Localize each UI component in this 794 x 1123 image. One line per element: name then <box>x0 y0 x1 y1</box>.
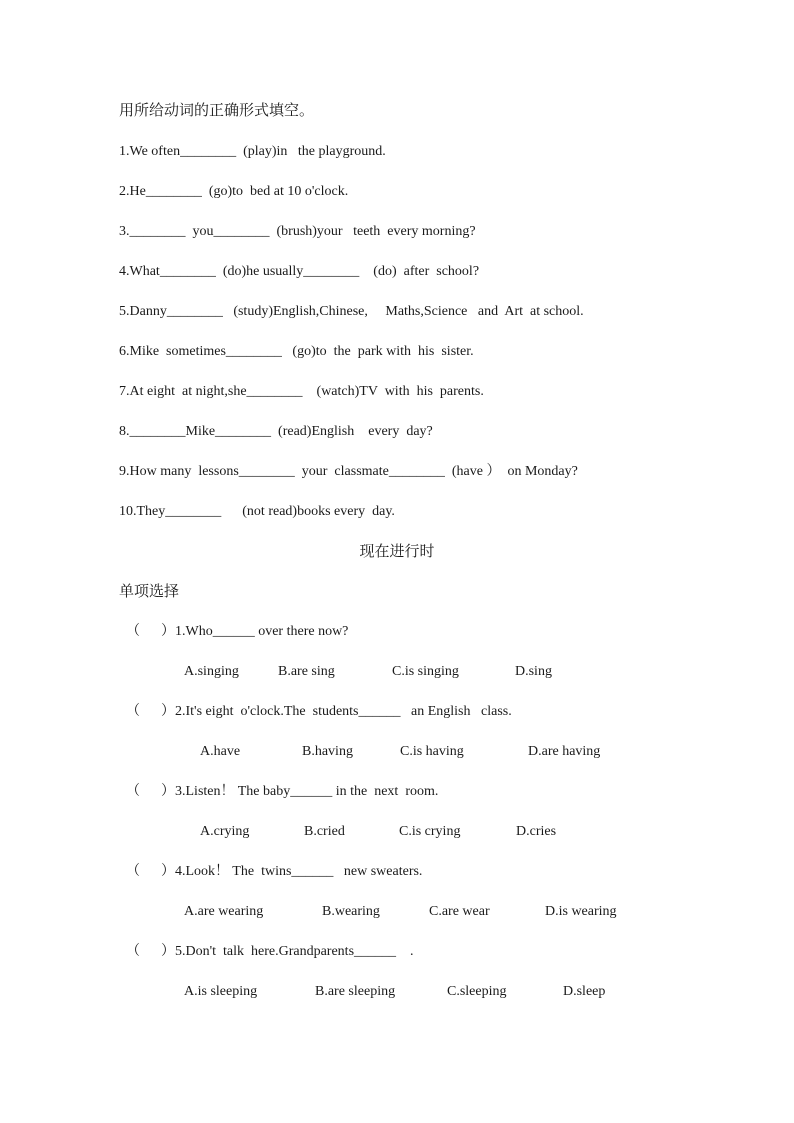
fill-item-6: 6.Mike sometimes________ (go)to the park with his sister. <box>119 344 474 359</box>
mc-question-3-stem: （ ）3.Listen！ The baby______ in the next room. <box>126 784 439 799</box>
mc-question-2-option-d: D.are having <box>528 744 601 759</box>
mc-question-2-option-c: C.is having <box>400 744 464 759</box>
section-subtitle: 单项选择 <box>119 582 180 600</box>
mc-question-4-option-a: A.are wearing <box>184 904 264 919</box>
mc-question-5-option-d: D.sleep <box>563 984 606 999</box>
mc-question-2-stem: （ ）2.It's eight o'clock.The students______ an English class. <box>126 704 512 719</box>
mc-question-3-option-d: D.cries <box>516 824 557 839</box>
mc-question-2-option-a: A.have <box>200 744 241 759</box>
mc-question-4-option-d: D.is wearing <box>545 904 617 919</box>
mc-question-4-stem: （ ）4.Look！ The twins______ new sweaters. <box>126 864 423 879</box>
fill-item-9: 9.How many lessons________ your classmate________ (have ） on Monday? <box>119 464 578 479</box>
mc-question-5-option-a: A.is sleeping <box>184 984 258 999</box>
fill-item-1: 1.We often________ (play)in the playground. <box>119 144 386 159</box>
section-title: 现在进行时 <box>359 542 435 560</box>
mc-question-3-option-c: C.is crying <box>399 824 461 839</box>
mc-question-1-stem: （ ）1.Who______ over there now? <box>126 624 349 639</box>
mc-question-5-option-b: B.are sleeping <box>315 984 396 999</box>
mc-question-2-option-b: B.having <box>302 744 353 759</box>
mc-question-1-option-a: A.singing <box>184 664 239 679</box>
fill-section-heading: 用所给动词的正确形式填空。 <box>119 101 315 119</box>
fill-item-3: 3.________ you________ (brush)your teeth every morning? <box>119 224 476 239</box>
mc-question-3-option-a: A.crying <box>200 824 250 839</box>
mc-question-1-option-b: B.are sing <box>278 664 335 679</box>
fill-item-10: 10.They________ (not read)books every day. <box>119 504 395 519</box>
fill-item-5: 5.Danny________ (study)English,Chinese, Maths,Science and Art at school. <box>119 304 584 319</box>
mc-question-1-option-c: C.is singing <box>392 664 459 679</box>
fill-item-4: 4.What________ (do)he usually________ (do) after school? <box>119 264 480 279</box>
fill-item-7: 7.At eight at night,she________ (watch)TV with his parents. <box>119 384 484 399</box>
mc-question-4-option-c: C.are wear <box>429 904 490 919</box>
mc-question-5-stem: （ ）5.Don't talk here.Grandparents______ . <box>126 944 414 959</box>
mc-question-4-option-b: B.wearing <box>322 904 380 919</box>
mc-question-1-option-d: D.sing <box>515 664 552 679</box>
fill-item-2: 2.He________ (go)to bed at 10 o'clock. <box>119 184 349 199</box>
mc-question-3-option-b: B.cried <box>304 824 345 839</box>
mc-question-5-option-c: C.sleeping <box>447 984 507 999</box>
fill-item-8: 8.________Mike________ (read)English every day? <box>119 424 433 439</box>
